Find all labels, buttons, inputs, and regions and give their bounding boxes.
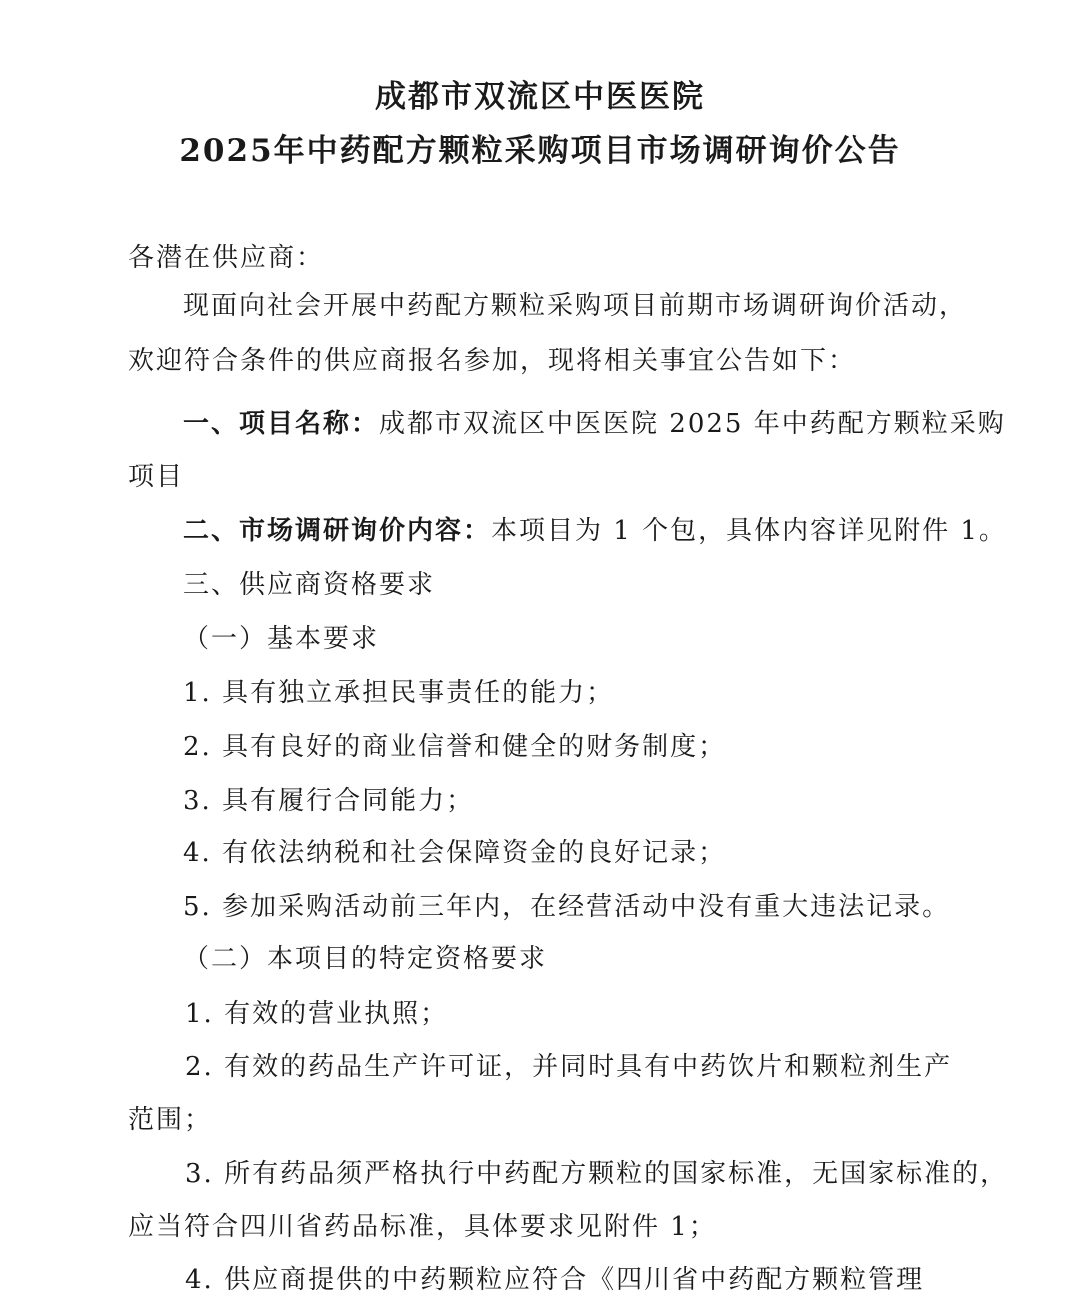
- basic-item-4: 4. 有依法纳税和社会保障资金的良好记录；: [183, 838, 727, 868]
- section-1-text-cont: 项目: [128, 462, 185, 492]
- specific-item-2: 2. 有效的药品生产许可证，并同时具有中药饮片和颗粒剂生产: [185, 1052, 953, 1082]
- specific-item-2-cont: 范围；: [128, 1105, 213, 1135]
- section-2-label: 二、市场调研询价内容：: [183, 516, 492, 546]
- section-1-text: 成都市双流区中医医院 2025 年中药配方颗粒采购: [379, 409, 1006, 439]
- section-2-text: 本项目为 1 个包，具体内容详见附件 1。: [491, 516, 1007, 546]
- section-3-heading: 三、供应商资格要求: [183, 570, 436, 600]
- specific-item-3-cont: 应当符合四川省药品标准，具体要求见附件 1；: [128, 1212, 717, 1242]
- title-line-2: 2025年中药配方颗粒采购项目市场调研询价公告: [179, 133, 901, 169]
- basic-item-5: 5. 参加采购活动前三年内，在经营活动中没有重大违法记录。: [183, 892, 951, 922]
- specific-requirements-heading: （二）本项目的特定资格要求: [183, 944, 548, 974]
- section-1-label: 一、项目名称：: [183, 409, 380, 439]
- title-line-1: 成都市双流区中医医院: [375, 79, 705, 115]
- specific-item-3: 3. 所有药品须严格执行中药配方颗粒的国家标准，无国家标准的，: [185, 1159, 1009, 1189]
- specific-item-4: 4. 供应商提供的中药颗粒应符合《四川省中药配方颗粒管理: [185, 1265, 925, 1295]
- section-2-line: [183, 510, 1007, 547]
- intro-line-2: 欢迎符合条件的供应商报名参加，现将相关事宜公告如下：: [128, 346, 857, 376]
- basic-item-1: 1. 具有独立承担民事责任的能力；: [183, 678, 615, 708]
- basic-requirements-heading: （一）基本要求: [183, 624, 380, 654]
- salutation: 各潜在供应商：: [128, 243, 325, 273]
- specific-item-1: 1. 有效的营业执照；: [185, 999, 449, 1029]
- basic-item-2: 2. 具有良好的商业信誉和健全的财务制度；: [183, 732, 727, 762]
- intro-line-1: 现面向社会开展中药配方颗粒采购项目前期市场调研询价活动，: [183, 291, 968, 321]
- section-1-line: [183, 403, 1006, 440]
- basic-item-3: 3. 具有履行合同能力；: [183, 786, 475, 816]
